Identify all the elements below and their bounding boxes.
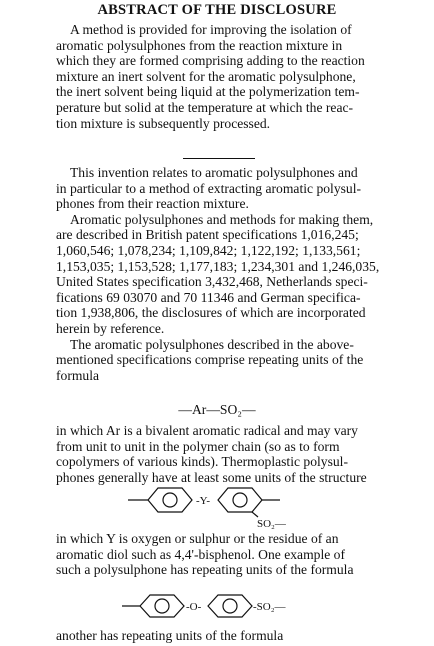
text-line: mixture an inert solvent for the aromatic polysulphone,: [56, 68, 356, 84]
text-line: 1,153,035; 1,153,528; 1,177,183; 1,234,301 and 1,246,035,: [56, 258, 380, 274]
sulphonyl-label: SO₂—: [257, 518, 286, 530]
text-line: are described in British patent specifications 1,016,245;: [56, 227, 359, 243]
text-line: A method is provided for improving the isolation of: [70, 22, 352, 37]
abstract-heading: ABSTRACT OF THE DISCLOSURE: [97, 2, 337, 18]
chemical-structure-y-linked: [0, 484, 434, 530]
text-line: tion mixture is subsequently processed.: [56, 115, 271, 131]
text-line: Aromatic polysulphones and methods for making them,: [70, 211, 374, 227]
text-line: phones from their reaction mixture.: [56, 196, 249, 212]
text-line: perature but solid at the temperature at which the reac-: [56, 99, 354, 115]
body-paragraph: [56, 628, 428, 644]
text-line: the inert solvent being liquid at the polymerization tem-: [56, 84, 360, 100]
chemical-structure-ether-sulphone: [0, 590, 434, 626]
text-line: formula: [56, 367, 100, 383]
text-line: tion 1,938,806, the disclosures of which are incorporated: [56, 305, 366, 321]
text-line: which they are formed comprising adding to the reaction: [56, 53, 365, 69]
text-line: from unit to unit in the polymer chain (so as to form: [56, 438, 340, 454]
benzene-ring-icon: [218, 488, 280, 517]
text-line: The aromatic polysulphones described in the above-: [70, 336, 354, 352]
benzene-ring-icon: [122, 595, 184, 617]
sulphonyl-label: -SO₂—: [253, 601, 286, 613]
text-line: herein by reference.: [56, 320, 165, 336]
text-line: aromatic polysulphones from the reaction mixture in: [56, 37, 343, 53]
text-line: United States specification 3,432,468, Netherlands speci-: [56, 274, 368, 290]
body-paragraph: [56, 423, 428, 485]
text-line: phones generally have at least some units of the structure: [56, 469, 367, 485]
formula-ar-so2: —Ar—SO₂—: [178, 402, 256, 417]
text-line: fications 69 03070 and 70 11346 and German specifica-: [56, 289, 361, 305]
body-paragraph: [56, 531, 428, 578]
benzene-ring-icon: [208, 595, 252, 617]
abstract-paragraph: [56, 22, 428, 131]
text-line: aromatic diol such as 4,4'-bisphenol. One example of: [56, 546, 345, 562]
text-line: 1,060,546; 1,078,234; 1,109,842; 1,122,192; 1,133,561;: [56, 242, 361, 258]
text-line: copolymers of various kinds). Thermoplastic polysul-: [56, 454, 348, 470]
text-line: in particular to a method of extracting aromatic polysul-: [56, 180, 362, 196]
section-divider: [183, 158, 255, 159]
text-line: mentioned specifications comprise repeating units of the: [56, 352, 364, 368]
text-line: such a polysulphone has repeating units of the formula: [56, 562, 354, 578]
text-line: This invention relates to aromatic polysulphones and: [70, 165, 358, 180]
linker-y-label: -Y-: [196, 495, 211, 507]
text-line: another has repeating units of the formula: [56, 628, 284, 643]
text-line: in which Ar is a bivalent aromatic radical and may vary: [56, 423, 358, 438]
linker-oxygen-label: -O-: [186, 601, 202, 613]
body-paragraph: [56, 165, 428, 383]
text-line: in which Y is oxygen or sulphur or the residue of an: [56, 531, 339, 546]
benzene-ring-icon: [128, 488, 192, 512]
